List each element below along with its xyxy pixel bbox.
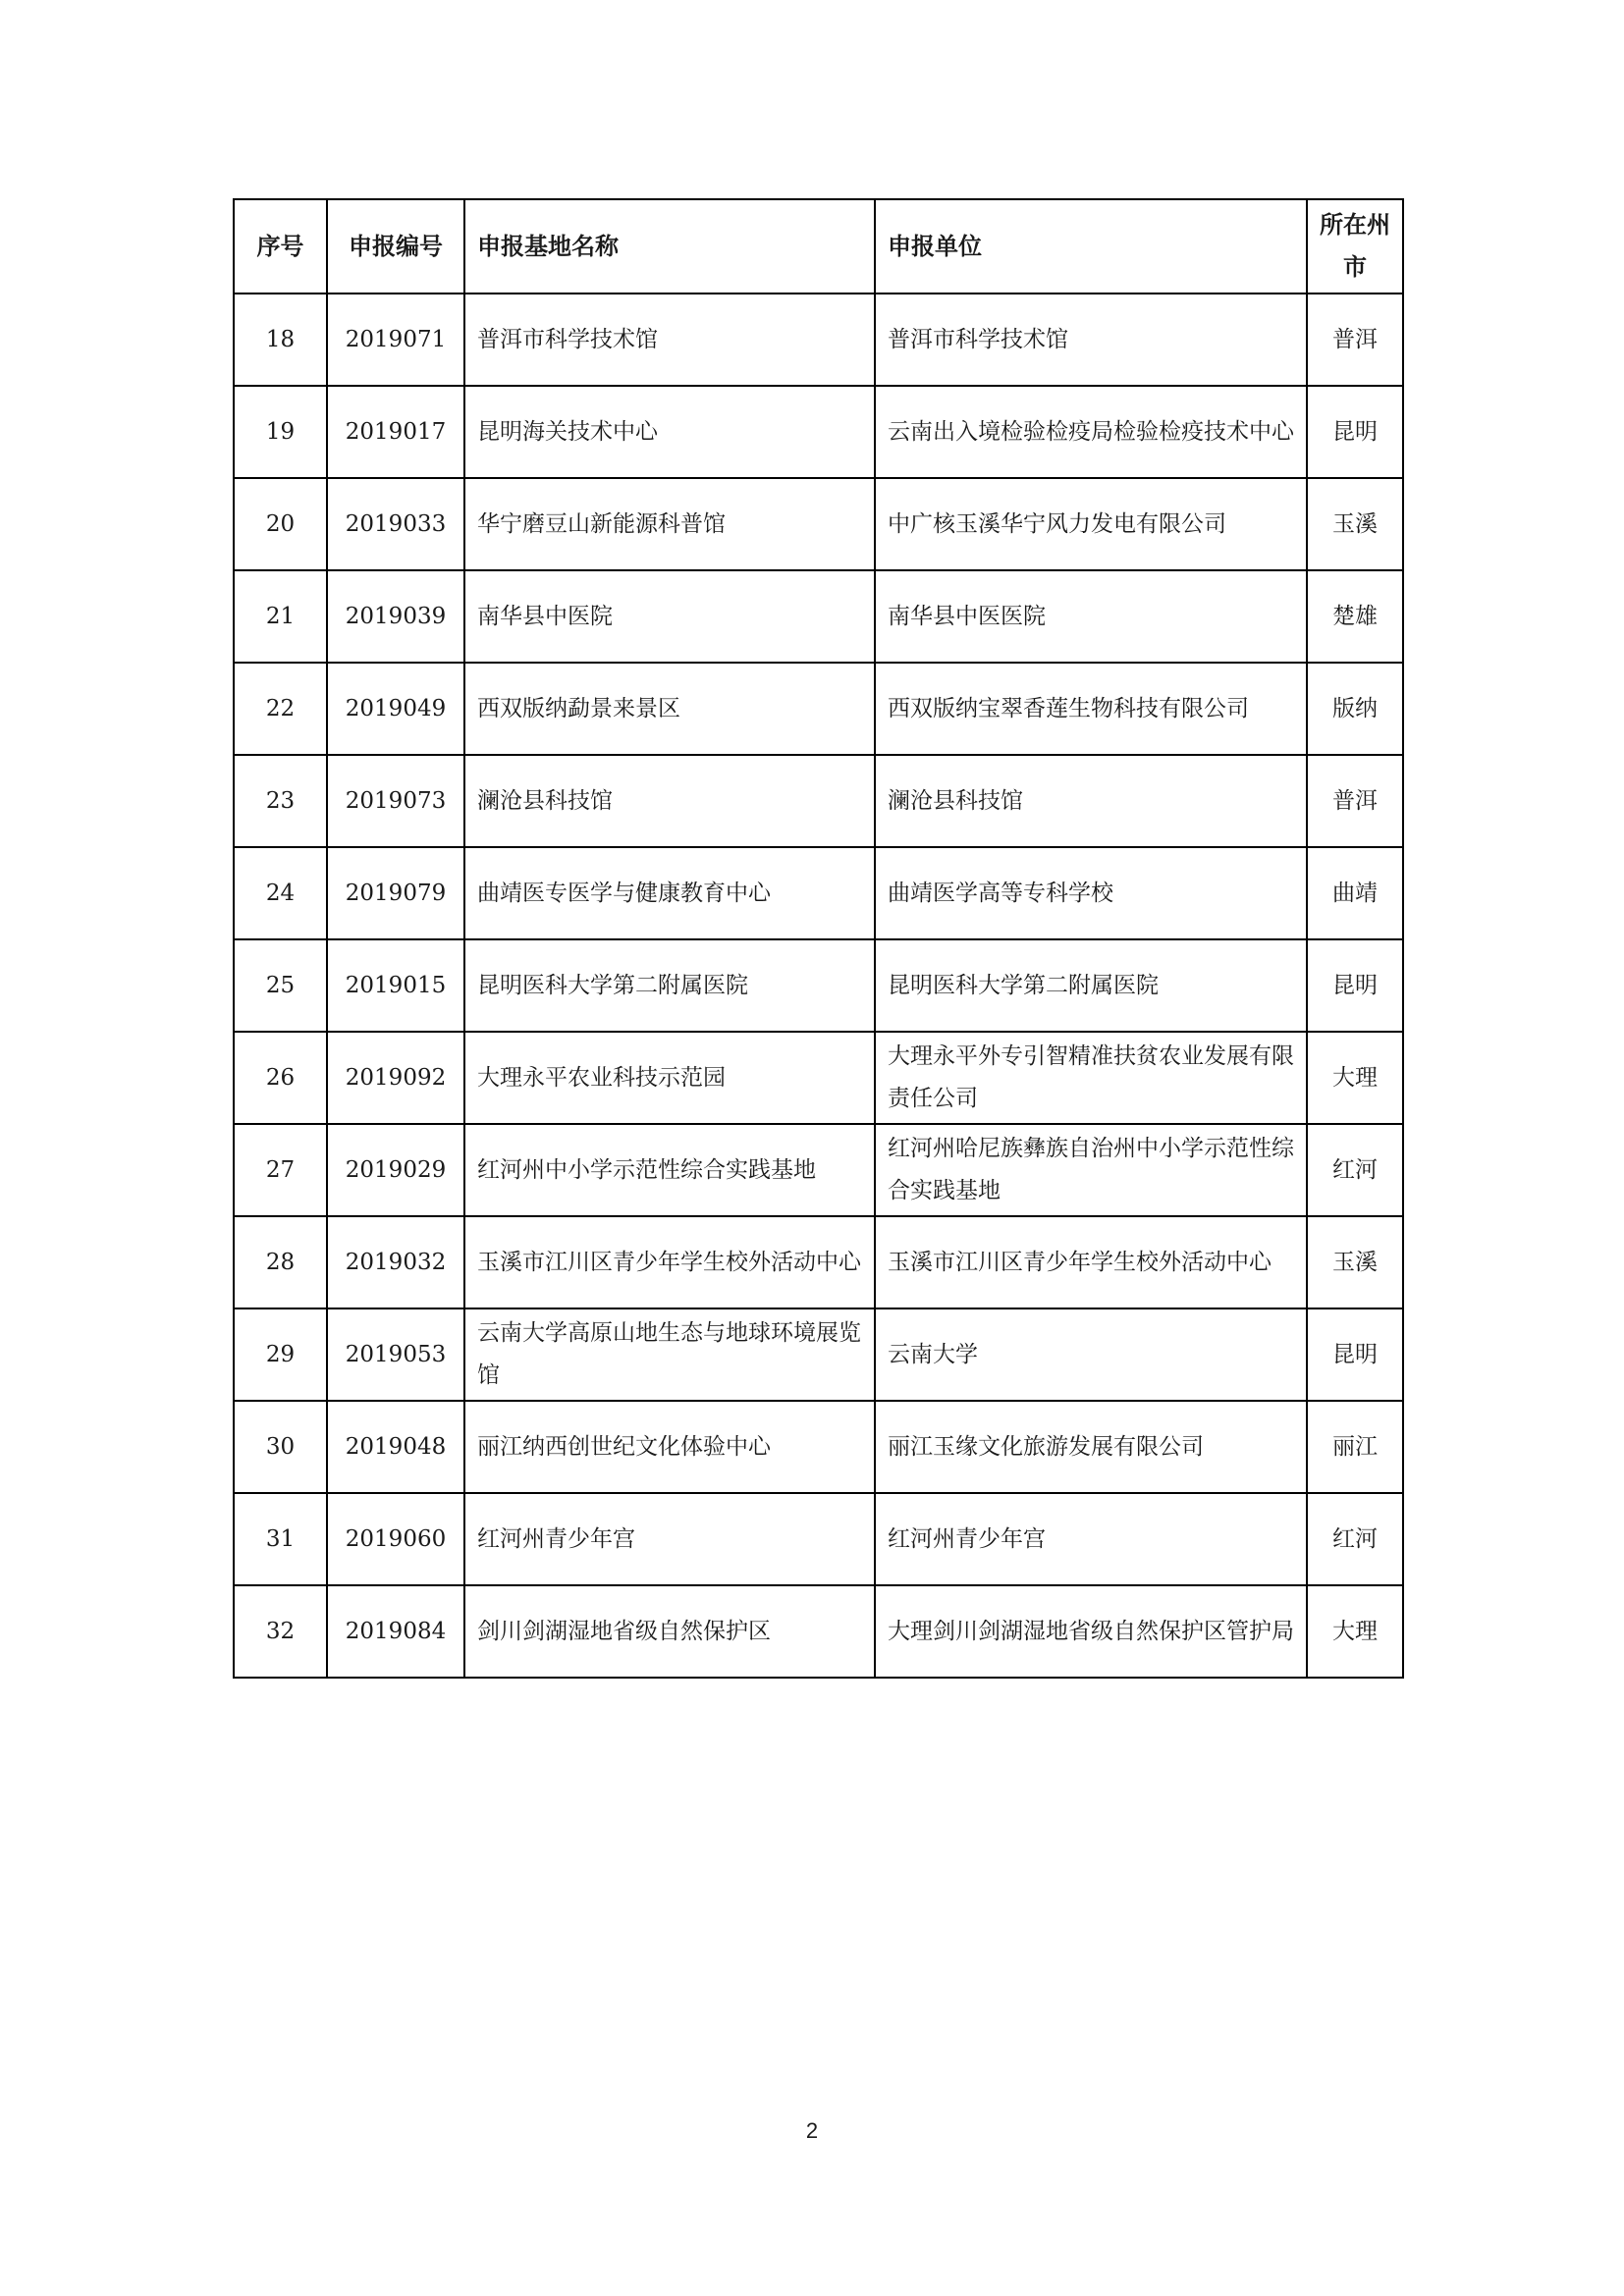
cell-code: 2019017 — [327, 386, 464, 478]
table-body — [234, 294, 1403, 1678]
cell-name: 丽江纳西创世纪文化体验中心 — [464, 1401, 875, 1493]
cell-seq: 31 — [234, 1493, 327, 1585]
cell-city: 楚雄 — [1307, 570, 1403, 663]
cell-unit: 昆明医科大学第二附属医院 — [875, 939, 1307, 1032]
cell-seq: 25 — [234, 939, 327, 1032]
table-row — [234, 663, 1403, 755]
cell-unit: 大理剑川剑湖湿地省级自然保护区管护局 — [875, 1585, 1307, 1678]
cell-city: 大理 — [1307, 1032, 1403, 1124]
cell-unit: 云南出入境检验检疫局检验检疫技术中心 — [875, 386, 1307, 478]
cell-city: 丽江 — [1307, 1401, 1403, 1493]
header-unit: 申报单位 — [875, 199, 1307, 294]
cell-seq: 26 — [234, 1032, 327, 1124]
cell-city: 大理 — [1307, 1585, 1403, 1678]
cell-name: 剑川剑湖湿地省级自然保护区 — [464, 1585, 875, 1678]
table-row — [234, 1124, 1403, 1216]
cell-name: 南华县中医院 — [464, 570, 875, 663]
header-code: 申报编号 — [327, 199, 464, 294]
cell-city: 普洱 — [1307, 294, 1403, 386]
cell-unit: 南华县中医医院 — [875, 570, 1307, 663]
cell-name: 华宁磨豆山新能源科普馆 — [464, 478, 875, 570]
cell-name: 西双版纳勐景来景区 — [464, 663, 875, 755]
cell-seq: 22 — [234, 663, 327, 755]
header-city: 所在州市 — [1307, 199, 1403, 294]
table-row — [234, 847, 1403, 939]
cell-seq: 28 — [234, 1216, 327, 1308]
cell-code: 2019029 — [327, 1124, 464, 1216]
cell-code: 2019032 — [327, 1216, 464, 1308]
cell-code: 2019073 — [327, 755, 464, 847]
cell-seq: 30 — [234, 1401, 327, 1493]
cell-name: 大理永平农业科技示范园 — [464, 1032, 875, 1124]
table-row — [234, 1032, 1403, 1124]
cell-code: 2019084 — [327, 1585, 464, 1678]
cell-city: 普洱 — [1307, 755, 1403, 847]
cell-seq: 24 — [234, 847, 327, 939]
cell-name: 玉溪市江川区青少年学生校外活动中心 — [464, 1216, 875, 1308]
cell-code: 2019060 — [327, 1493, 464, 1585]
cell-unit: 曲靖医学高等专科学校 — [875, 847, 1307, 939]
cell-unit: 丽江玉缘文化旅游发展有限公司 — [875, 1401, 1307, 1493]
cell-seq: 32 — [234, 1585, 327, 1678]
cell-code: 2019048 — [327, 1401, 464, 1493]
cell-unit: 玉溪市江川区青少年学生校外活动中心 — [875, 1216, 1307, 1308]
cell-city: 红河 — [1307, 1124, 1403, 1216]
cell-seq: 20 — [234, 478, 327, 570]
cell-seq: 18 — [234, 294, 327, 386]
table-row — [234, 294, 1403, 386]
table-row — [234, 939, 1403, 1032]
table-row — [234, 1401, 1403, 1493]
cell-code: 2019071 — [327, 294, 464, 386]
table-header-row — [234, 199, 1403, 294]
cell-code: 2019079 — [327, 847, 464, 939]
cell-seq: 29 — [234, 1308, 327, 1401]
cell-name: 普洱市科学技术馆 — [464, 294, 875, 386]
cell-city: 昆明 — [1307, 386, 1403, 478]
cell-city: 版纳 — [1307, 663, 1403, 755]
table-row — [234, 755, 1403, 847]
cell-code: 2019092 — [327, 1032, 464, 1124]
table-row — [234, 1216, 1403, 1308]
cell-name: 云南大学高原山地生态与地球环境展览馆 — [464, 1308, 875, 1401]
cell-unit: 普洱市科学技术馆 — [875, 294, 1307, 386]
cell-unit: 云南大学 — [875, 1308, 1307, 1401]
table-row — [234, 570, 1403, 663]
cell-name: 曲靖医专医学与健康教育中心 — [464, 847, 875, 939]
cell-city: 玉溪 — [1307, 478, 1403, 570]
cell-city: 红河 — [1307, 1493, 1403, 1585]
cell-name: 红河州中小学示范性综合实践基地 — [464, 1124, 875, 1216]
cell-code: 2019049 — [327, 663, 464, 755]
cell-name: 红河州青少年宫 — [464, 1493, 875, 1585]
table-row — [234, 386, 1403, 478]
header-seq: 序号 — [234, 199, 327, 294]
table-row — [234, 1585, 1403, 1678]
header-name: 申报基地名称 — [464, 199, 875, 294]
cell-seq: 23 — [234, 755, 327, 847]
cell-name: 昆明海关技术中心 — [464, 386, 875, 478]
cell-unit: 澜沧县科技馆 — [875, 755, 1307, 847]
cell-unit: 红河州青少年宫 — [875, 1493, 1307, 1585]
cell-unit: 西双版纳宝翠香莲生物科技有限公司 — [875, 663, 1307, 755]
cell-code: 2019053 — [327, 1308, 464, 1401]
table-row — [234, 1308, 1403, 1401]
table-row — [234, 1493, 1403, 1585]
cell-seq: 19 — [234, 386, 327, 478]
cell-code: 2019033 — [327, 478, 464, 570]
cell-name: 昆明医科大学第二附属医院 — [464, 939, 875, 1032]
cell-unit: 中广核玉溪华宁风力发电有限公司 — [875, 478, 1307, 570]
cell-city: 昆明 — [1307, 939, 1403, 1032]
cell-city: 昆明 — [1307, 1308, 1403, 1401]
cell-unit: 红河州哈尼族彝族自治州中小学示范性综合实践基地 — [875, 1124, 1307, 1216]
cell-city: 曲靖 — [1307, 847, 1403, 939]
cell-seq: 21 — [234, 570, 327, 663]
cell-code: 2019015 — [327, 939, 464, 1032]
cell-seq: 27 — [234, 1124, 327, 1216]
cell-code: 2019039 — [327, 570, 464, 663]
cell-city: 玉溪 — [1307, 1216, 1403, 1308]
cell-unit: 大理永平外专引智精准扶贫农业发展有限责任公司 — [875, 1032, 1307, 1124]
table-row — [234, 478, 1403, 570]
page-number: 2 — [805, 2118, 819, 2143]
base-list-table — [233, 198, 1404, 1679]
cell-name: 澜沧县科技馆 — [464, 755, 875, 847]
